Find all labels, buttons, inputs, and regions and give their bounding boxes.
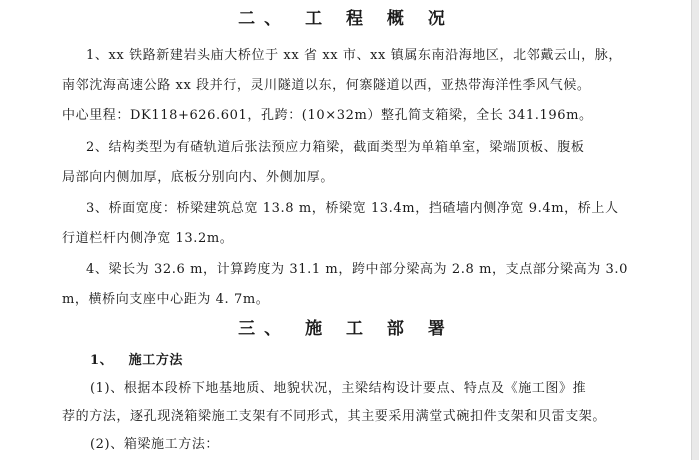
page-edge-scrollbar[interactable] [691,0,699,460]
paragraph-1-line-3: 中心里程：DK118+626.601，孔跨：(10×32m）整孔简支箱梁，全长 341.196m。 [62,108,593,123]
paragraph-2-line-1: 2、结构类型为有碴轨道后张法预应力箱梁，截面类型为单箱单室，梁端顶板、腹板 [86,140,585,155]
paragraph-2-line-2: 局部向内侧加厚，底板分别向内、外侧加厚。 [62,170,335,185]
paragraph-4-line-1: 4、梁长为 32.6 m，计算跨度为 31.1 m，跨中部分梁高为 2.8 m，支点部分梁高为 3.0 [86,262,629,277]
paragraph-5-line-1: (1)、根据本段桥下地基地质、地貌状况，主梁结构设计要点、特点及《施工图》推 [90,381,587,396]
cut-off-text-line [160,451,520,460]
paragraph-1-line-2: 南邻沈海高速公路 xx 段并行，灵川隧道以东，何寨隧道以西，亚热带海洋性季风气候。 [62,78,591,93]
paragraph-4-line-2: m，横桥向支座中心距为 4. 7m。 [62,292,270,307]
subsection-construction-method: 1、 施工方法 [90,353,184,368]
paragraph-1-line-1: 1、xx 铁路新建岩头庙大桥位于 xx 省 xx 市、xx 镇属东南沿海地区，北邻戴云山，脉， [86,48,622,63]
paragraph-3-line-1: 3、桥面宽度：桥梁建筑总宽 13.8 m，桥梁宽 13.4m，挡碴墙内侧净宽 9.4m，桥上人 [86,201,619,216]
paragraph-5-line-2: 荐的方法，逐孔现浇箱梁施工支架有不同形式，其主要采用满堂式碗扣件支架和贝雷支架。 [62,409,607,424]
paragraph-3-line-2: 行道栏杆内侧净宽 13.2m。 [62,231,234,246]
paragraph-6-line-1: (2)、箱梁施工方法： [90,437,220,452]
section-heading-deployment: 三、 施 工 部 署 [238,319,454,339]
section-heading-overview: 二、 工 程 概 况 [238,9,454,29]
